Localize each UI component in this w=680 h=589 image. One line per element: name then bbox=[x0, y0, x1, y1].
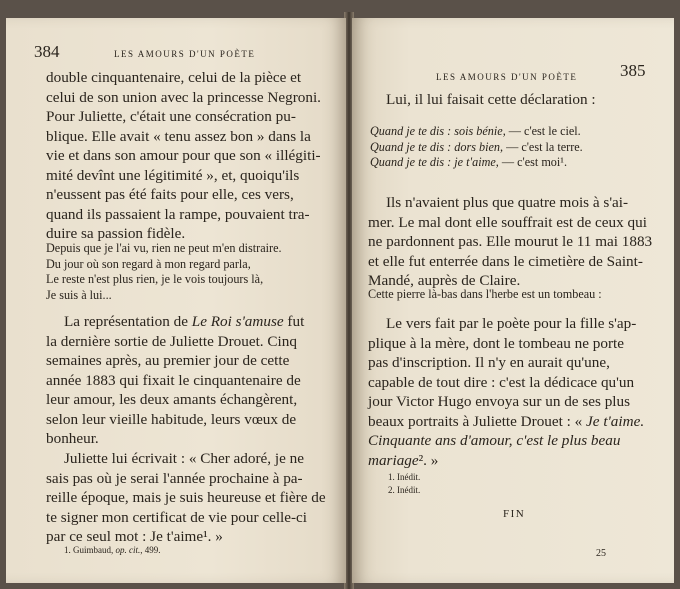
text-line: mer. Le mal dont elle souffrait est de ceux qui bbox=[368, 213, 647, 231]
signature-mark: 25 bbox=[596, 548, 606, 559]
page-number-left: 384 bbox=[34, 42, 60, 61]
text-line: et elle fut enterrée dans le cimetière de Saint- bbox=[368, 252, 643, 270]
text-line: capable de tout dire : c'est la dédicace qu'un bbox=[368, 373, 635, 391]
verse-italic: Quand je te dis : je t'aime, bbox=[370, 155, 499, 170]
text-line: plique à la mère, dont le tombeau ne porte bbox=[368, 334, 624, 352]
text-line: Juliette lui écrivait : « Cher adoré, je ne bbox=[64, 450, 304, 467]
text-line: te signer mon certificat de vie pour celle-ci bbox=[46, 508, 308, 526]
left-page bbox=[6, 18, 346, 583]
text-line: ne pardonnent pas. Elle mourut le 11 mai 1883 bbox=[368, 233, 653, 250]
verse-line bbox=[370, 124, 583, 140]
text-line: quand ils passaient la rampe, pouvaient tra- bbox=[46, 205, 310, 223]
footnote: 1. Inédit. bbox=[388, 472, 421, 482]
verse-line bbox=[370, 155, 583, 171]
left-paragraph-3 bbox=[46, 449, 326, 547]
quote-italic: Je t'aime. bbox=[586, 412, 645, 430]
left-verse-quote bbox=[46, 241, 282, 303]
text-line: semaines après, au premier jour de cette bbox=[46, 352, 290, 369]
text-line bbox=[368, 451, 644, 471]
text-line: duire sa passion fidèle. bbox=[46, 225, 186, 242]
text-line: double cinquantenaire, celui de la pièce et bbox=[46, 69, 302, 86]
text-line: celui de son union avec la princesse Negroni. bbox=[46, 88, 321, 106]
verse-line: Du jour où son regard à mon regard parla, bbox=[46, 256, 251, 271]
text-line: Lui, il lui faisait cette déclaration : bbox=[386, 91, 596, 108]
footnote-author: Guimbaud, bbox=[73, 545, 114, 555]
right-footnotes bbox=[388, 471, 420, 497]
declaration-verse bbox=[370, 124, 583, 171]
verse-line: Cette pierre là-bas dans l'herbe est un tombeau : bbox=[368, 287, 602, 301]
running-head-left: LES AMOURS D'UN POÈTE bbox=[114, 49, 256, 59]
left-paragraph-1 bbox=[46, 68, 321, 244]
text-line: bonheur. bbox=[46, 430, 99, 447]
text-run: ². » bbox=[418, 451, 439, 469]
text-line: Cinquante ans d'amour, c'est le plus beau bbox=[368, 432, 621, 449]
running-head-right: LES AMOURS D'UN POÈTE bbox=[436, 72, 578, 82]
text-line: année 1883 qui fixait le cinquantenaire de bbox=[46, 371, 301, 389]
text-line: selon leur vieille habitude, leurs vœux de bbox=[46, 410, 297, 428]
text-line: Ils n'avaient plus que quatre mois à s'ai- bbox=[386, 194, 629, 211]
text-line: vie et dans son amour pour que son « illégiti- bbox=[46, 147, 321, 164]
text-line: Pour Juliette, c'était une consécration pu- bbox=[46, 108, 296, 125]
text-line: n'eussent pas été faits pour elle, ces vers, bbox=[46, 186, 294, 203]
verse-line: Je suis à lui... bbox=[46, 287, 112, 302]
text-line: sais pas où je serai l'année prochaine à pa- bbox=[46, 469, 303, 487]
verse-italic: Quand je te dis : sois bénie, bbox=[370, 124, 506, 138]
text-run: beaux portraits à Juliette Drouet : « bbox=[368, 412, 587, 430]
text-line: reille époque, mais je suis heureuse et fière de bbox=[46, 489, 326, 506]
verse-line: Depuis que je l'ai vu, rien ne peut m'en distraire. bbox=[46, 241, 282, 255]
right-page bbox=[352, 18, 674, 583]
text-line bbox=[368, 412, 644, 432]
text-run: fut bbox=[283, 313, 305, 330]
text-line: Mandé, auprès de Claire. bbox=[368, 272, 521, 289]
right-paragraph-1 bbox=[368, 193, 652, 291]
text-line bbox=[46, 312, 304, 332]
text-line: jour Victor Hugo envoya sur un de ses plus bbox=[368, 393, 631, 410]
text-line: par ce seul mot : Je t'aime¹. » bbox=[46, 528, 223, 545]
verse-roman: — c'est la terre. bbox=[503, 139, 583, 154]
verse-roman: — c'est moi¹. bbox=[498, 155, 567, 170]
text-line: pas d'inscription. Il n'y en aurait qu'une, bbox=[368, 354, 610, 371]
play-title: Le Roi s'amuse bbox=[191, 313, 284, 330]
left-paragraph-2 bbox=[46, 312, 304, 449]
text-run: La représentation de bbox=[64, 313, 192, 330]
footnote-number: 1. bbox=[64, 545, 71, 555]
text-line: leur amour, les deux amants échangèrent, bbox=[46, 391, 298, 408]
right-intro-line bbox=[386, 90, 596, 110]
footnote-page: , 499. bbox=[140, 545, 161, 555]
verse-line bbox=[370, 140, 583, 156]
verse-line: Le reste n'est plus rien, je le vois toujours là, bbox=[46, 272, 264, 287]
footnote-ref: op. cit. bbox=[115, 545, 141, 555]
text-line: Le vers fait par le poète pour la fille s'ap- bbox=[386, 315, 637, 332]
text-line: la dernière sortie de Juliette Drouet. Cinq bbox=[46, 332, 297, 350]
quote-italic: mariage bbox=[368, 451, 419, 469]
left-footnote bbox=[64, 544, 161, 557]
page-number-right: 385 bbox=[620, 61, 646, 80]
text-line: mité devînt une légitimité », et, quoiqu'ils bbox=[46, 166, 300, 184]
fin-marker: FIN bbox=[503, 508, 526, 520]
text-line: blique. Elle avait « tenu assez bon » dans la bbox=[46, 127, 311, 145]
footnote: 2. Inédit. bbox=[388, 485, 421, 495]
tomb-verse-line bbox=[368, 287, 602, 303]
verse-roman: — c'est le ciel. bbox=[505, 124, 581, 138]
right-paragraph-2 bbox=[368, 314, 644, 470]
verse-italic: Quand je te dis : dors bien, bbox=[370, 139, 504, 154]
